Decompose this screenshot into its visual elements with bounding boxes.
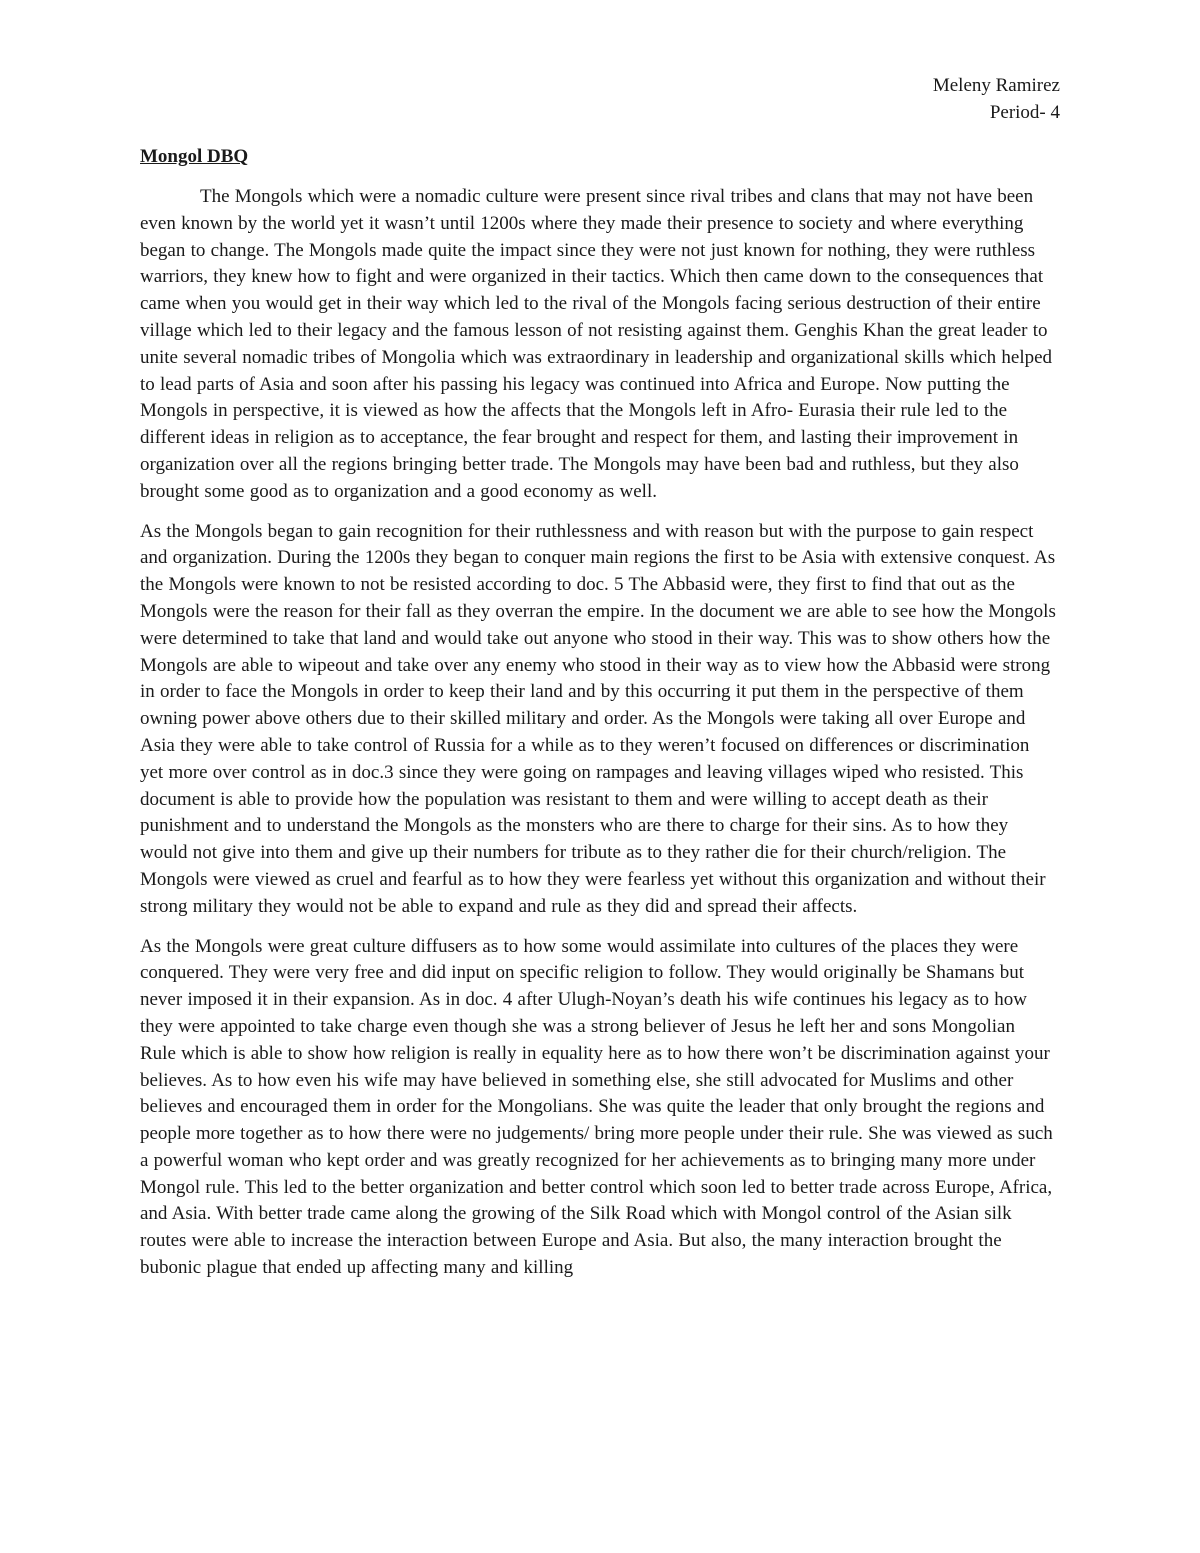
paragraph-culture: As the Mongols were great culture diffusers as to how some would assimilate into cultures of the places they were conquered. They were very free and did input on specific religion to follow. They would originally be Shamans but never imposed it in their expansion. As in doc. 4 after Ulugh-Noyan’s death his wife continues his legacy as to how they were appointed to take charge even though she was a strong believer of Jesus he left her and sons Mongolian Rule which is able to show how religion is really in equality here as to how there won’t be discrimination against your believes. As to how even his wife may have believed in something else, she still advocated for Muslims and other believes and encouraged them in order for the Mongolians. She was quite the leader that only brought the regions and people more together as to how there were no judgements/ bring more people under their rule. She was viewed as such a powerful woman who kept order and was greatly recognized for her achievements as to bringing many more under Mongol rule. This led to the better organization and better control which soon led to better trade across Europe, Africa, and Asia. With better trade came along the growing of the Silk Road which with Mongol control of the Asian silk routes were able to increase the interaction between Europe and Asia. But also, the many interaction brought the bubonic plague that ended up affecting many and killing	[140, 935, 1053, 1279]
header-block	[933, 72, 1060, 126]
document-title: Mongol DBQ	[140, 146, 249, 167]
document-body	[140, 184, 1056, 1295]
author-name: Meleny Ramirez	[932, 75, 1060, 96]
paragraph-intro: The Mongols which were a nomadic culture were present since rival tribes and clans that may not have been even known by the world yet it wasn’t until 1200s where they made their presence to society and where everything began to change. The Mongols made quite the impact since they were not just known for nothing, they were ruthless warriors, they knew how to fight and were organized in their tactics. Which then came down to the consequences that came when you would get in their way which led to the rival of the Mongols facing serious destruction of their entire village which led to their legacy and the famous lesson of not resisting against them. Genghis Khan the great leader to unite several nomadic tribes of Mongolia which was extraordinary in leadership and organizational skills which helped to lead parts of Asia and soon after his passing his legacy was continued into Africa and Europe. Now putting the Mongols in perspective, it is viewed as how the affects that the Mongols left in Afro- Eurasia their rule led to the different ideas in religion as to acceptance, the fear brought and respect for them, and lasting their improvement in organization over all the regions bringing better trade. The Mongols may have been bad and ruthless, but they also brought some good as to organization and a good economy as well.	[140, 186, 1053, 502]
paragraph-conquest: As the Mongols began to gain recognition for their ruthlessness and with reason but with the purpose to gain respect and organization. During the 1200s they began to conquer main regions the first to be Asia with extensive conquest. As the Mongols were known to not be resisted according to doc. 5 The Abbasid were, they first to find that out as the Mongols were the reason for their fall as they overran the empire. In the document we are able to see how the Mongols were determined to take that land and would take out anyone who stood in their way. This was to show others how the Mongols are able to wipeout and take over any enemy who stood in their way as to view how the Abbasid were strong in order to face the Mongols in order to keep their land and by this occurring it put them in the perspective of them owning power above others due to their skilled military and order. As the Mongols were taking all over Europe and Asia they were able to take control of Russia for a while as to they weren’t focused on differences or discrimination yet more over control as in doc.3 since they were going on rampages and leaving villages wiped who resisted. This document is able to provide how the population was resistant to them and were willing to accept death as their punishment and to understand the Mongols as the monsters who are there to charge for their sins. As to how they would not give into them and give up their numbers for tribute as to they rather die for their church/religion. The Mongols were viewed as cruel and fearful as to how they were fearless yet without this organization and without their strong military they would not be able to expand and rule as they did and spread their affects.	[140, 520, 1056, 917]
class-period: Period- 4	[989, 102, 1060, 123]
